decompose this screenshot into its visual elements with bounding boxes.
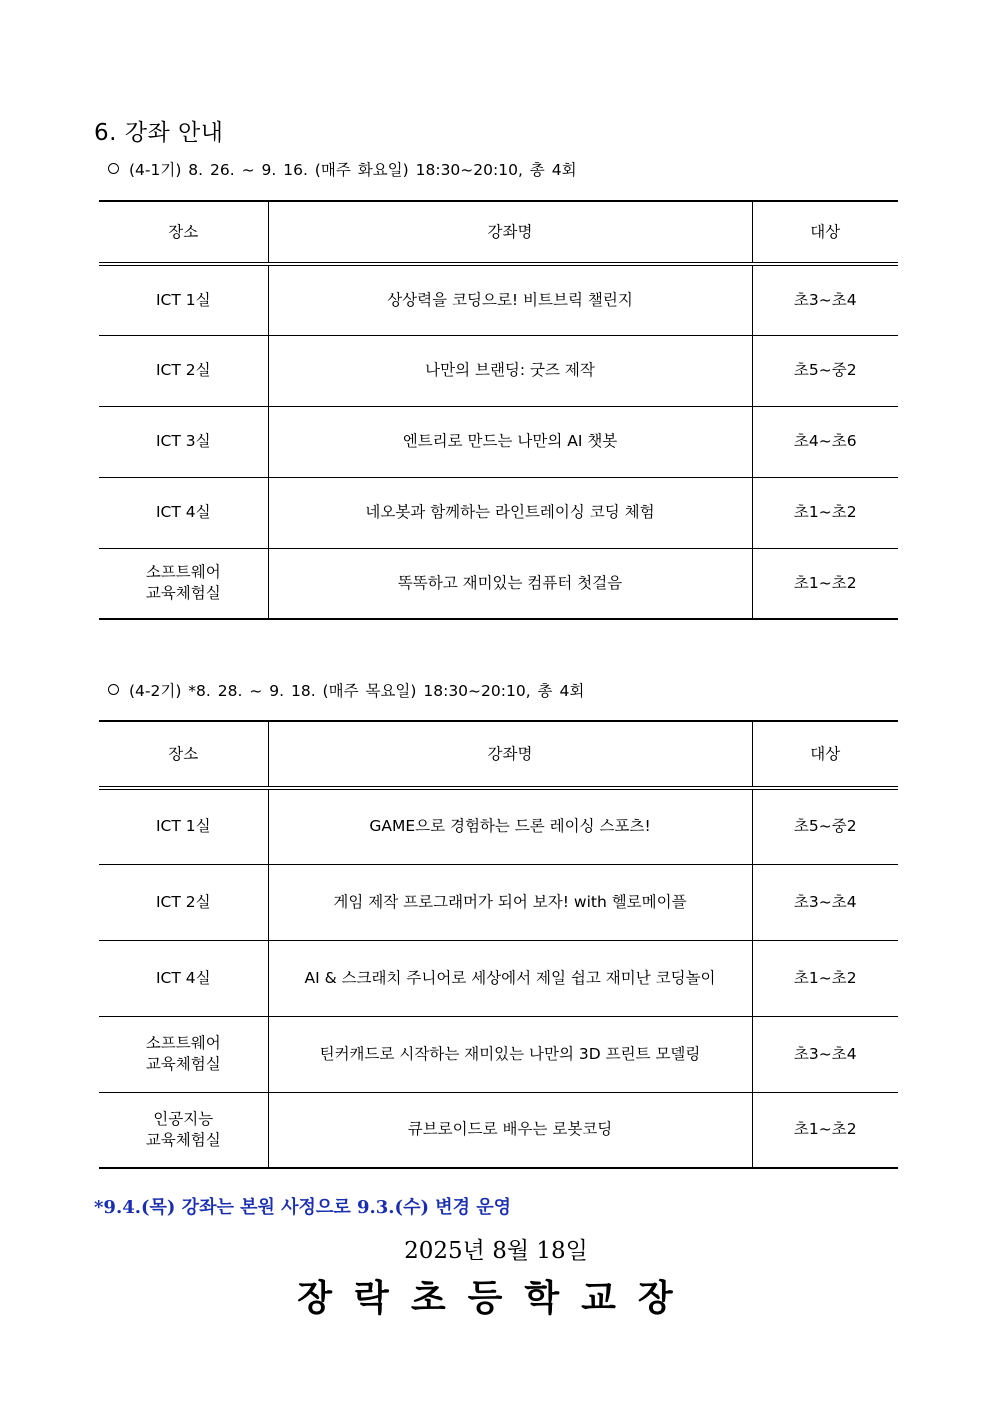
- cell-target: 초5~중2: [752, 335, 898, 406]
- cell-course-name: 게임 제작 프로그래머가 되어 보자! with 헬로메이플: [268, 864, 752, 940]
- header-course: 강좌명: [268, 201, 752, 264]
- cell-course-name: 엔트리로 만드는 나만의 AI 챗봇: [268, 406, 752, 477]
- place-line: ICT 1실: [155, 290, 211, 309]
- table-row: [99, 548, 898, 619]
- cell-place: [99, 477, 268, 548]
- cell-course-name: 상상력을 코딩으로! 비트브릭 챌린지: [268, 264, 752, 335]
- cell-course-name: 나만의 브랜딩: 굿즈 제작: [268, 335, 752, 406]
- cell-course-name: 큐브로이드로 배우는 로봇코딩: [268, 1092, 752, 1168]
- signer-name: 장락초등학교장: [297, 1277, 695, 1319]
- cell-place: [99, 940, 268, 1016]
- place-line: 교육체험실: [145, 1055, 221, 1073]
- place-line: ICT 1실: [155, 817, 211, 836]
- term1-course-table: [99, 200, 898, 620]
- cell-target: 초1~초2: [752, 548, 898, 619]
- place-line: 교육체험실: [145, 584, 221, 603]
- table-row: [99, 788, 898, 864]
- cell-target: 초1~초2: [752, 940, 898, 1016]
- schedule-change-note: *9.4.(목) 강좌는 본원 사정으로 9.3.(수) 변경 운영: [94, 1197, 512, 1218]
- circle-bullet-icon: [108, 684, 119, 695]
- header-target: 대상: [752, 721, 898, 788]
- place-line: 인공지능: [153, 1109, 214, 1128]
- place-line: ICT 4실: [155, 503, 211, 521]
- cell-place: [99, 864, 268, 940]
- place-line: ICT 3실: [155, 432, 211, 450]
- cell-target: 초4~초6: [752, 406, 898, 477]
- header-place: 장소: [99, 201, 268, 264]
- table-row: [99, 264, 898, 335]
- document-date: 2025년 8월 18일: [404, 1238, 588, 1264]
- term2-label-text: (4-2기) *8. 28. ~ 9. 18. (매주 목요일) 18:30~20:10, 총 4회: [129, 682, 585, 700]
- cell-place: [99, 788, 268, 864]
- term2-course-table: [99, 720, 898, 1169]
- table-row: [99, 406, 898, 477]
- place-line: 소프트웨어: [145, 1034, 221, 1052]
- table-row: [99, 940, 898, 1016]
- cell-place: [99, 548, 268, 619]
- term1-label-text: (4-1기) 8. 26. ~ 9. 16. (매주 화요일) 18:30~20:10, 총 4회: [129, 161, 577, 179]
- section-title: 6. 강좌 안내: [94, 120, 224, 146]
- table-row: [99, 1092, 898, 1168]
- header-course: 강좌명: [268, 721, 752, 788]
- cell-target: 초3~초4: [752, 1016, 898, 1092]
- place-line: 소프트웨어: [145, 563, 221, 582]
- cell-place: [99, 1092, 268, 1168]
- cell-place: [99, 264, 268, 335]
- header-target: 대상: [752, 201, 898, 264]
- place-line: 교육체험실: [145, 1130, 221, 1149]
- table-row: [99, 477, 898, 548]
- cell-course-name: 똑똑하고 재미있는 컴퓨터 첫걸음: [268, 548, 752, 619]
- cell-place: [99, 1016, 268, 1092]
- table-row: [99, 864, 898, 940]
- cell-target: 초3~초4: [752, 864, 898, 940]
- cell-course-name: AI & 스크래치 주니어로 세상에서 제일 쉽고 재미난 코딩놀이: [268, 940, 752, 1016]
- header-place: 장소: [99, 721, 268, 788]
- cell-target: 초5~중2: [752, 788, 898, 864]
- cell-target: 초3~초4: [752, 264, 898, 335]
- cell-place: [99, 406, 268, 477]
- cell-course-name: 네오봇과 함께하는 라인트레이싱 코딩 체험: [268, 477, 752, 548]
- place-line: ICT 4실: [155, 968, 211, 987]
- cell-place: [99, 335, 268, 406]
- term1-label: [108, 158, 577, 180]
- circle-bullet-icon: [108, 163, 119, 174]
- cell-target: 초1~초2: [752, 1092, 898, 1168]
- table-row: [99, 335, 898, 406]
- term2-label: [108, 679, 584, 701]
- cell-course-name: GAME으로 경험하는 드론 레이싱 스포츠!: [268, 788, 752, 864]
- place-line: ICT 2실: [155, 892, 211, 911]
- cell-target: 초1~초2: [752, 477, 898, 548]
- table-row: [99, 1016, 898, 1092]
- cell-course-name: 틴커캐드로 시작하는 재미있는 나만의 3D 프린트 모델링: [268, 1016, 752, 1092]
- place-line: ICT 2실: [155, 361, 211, 379]
